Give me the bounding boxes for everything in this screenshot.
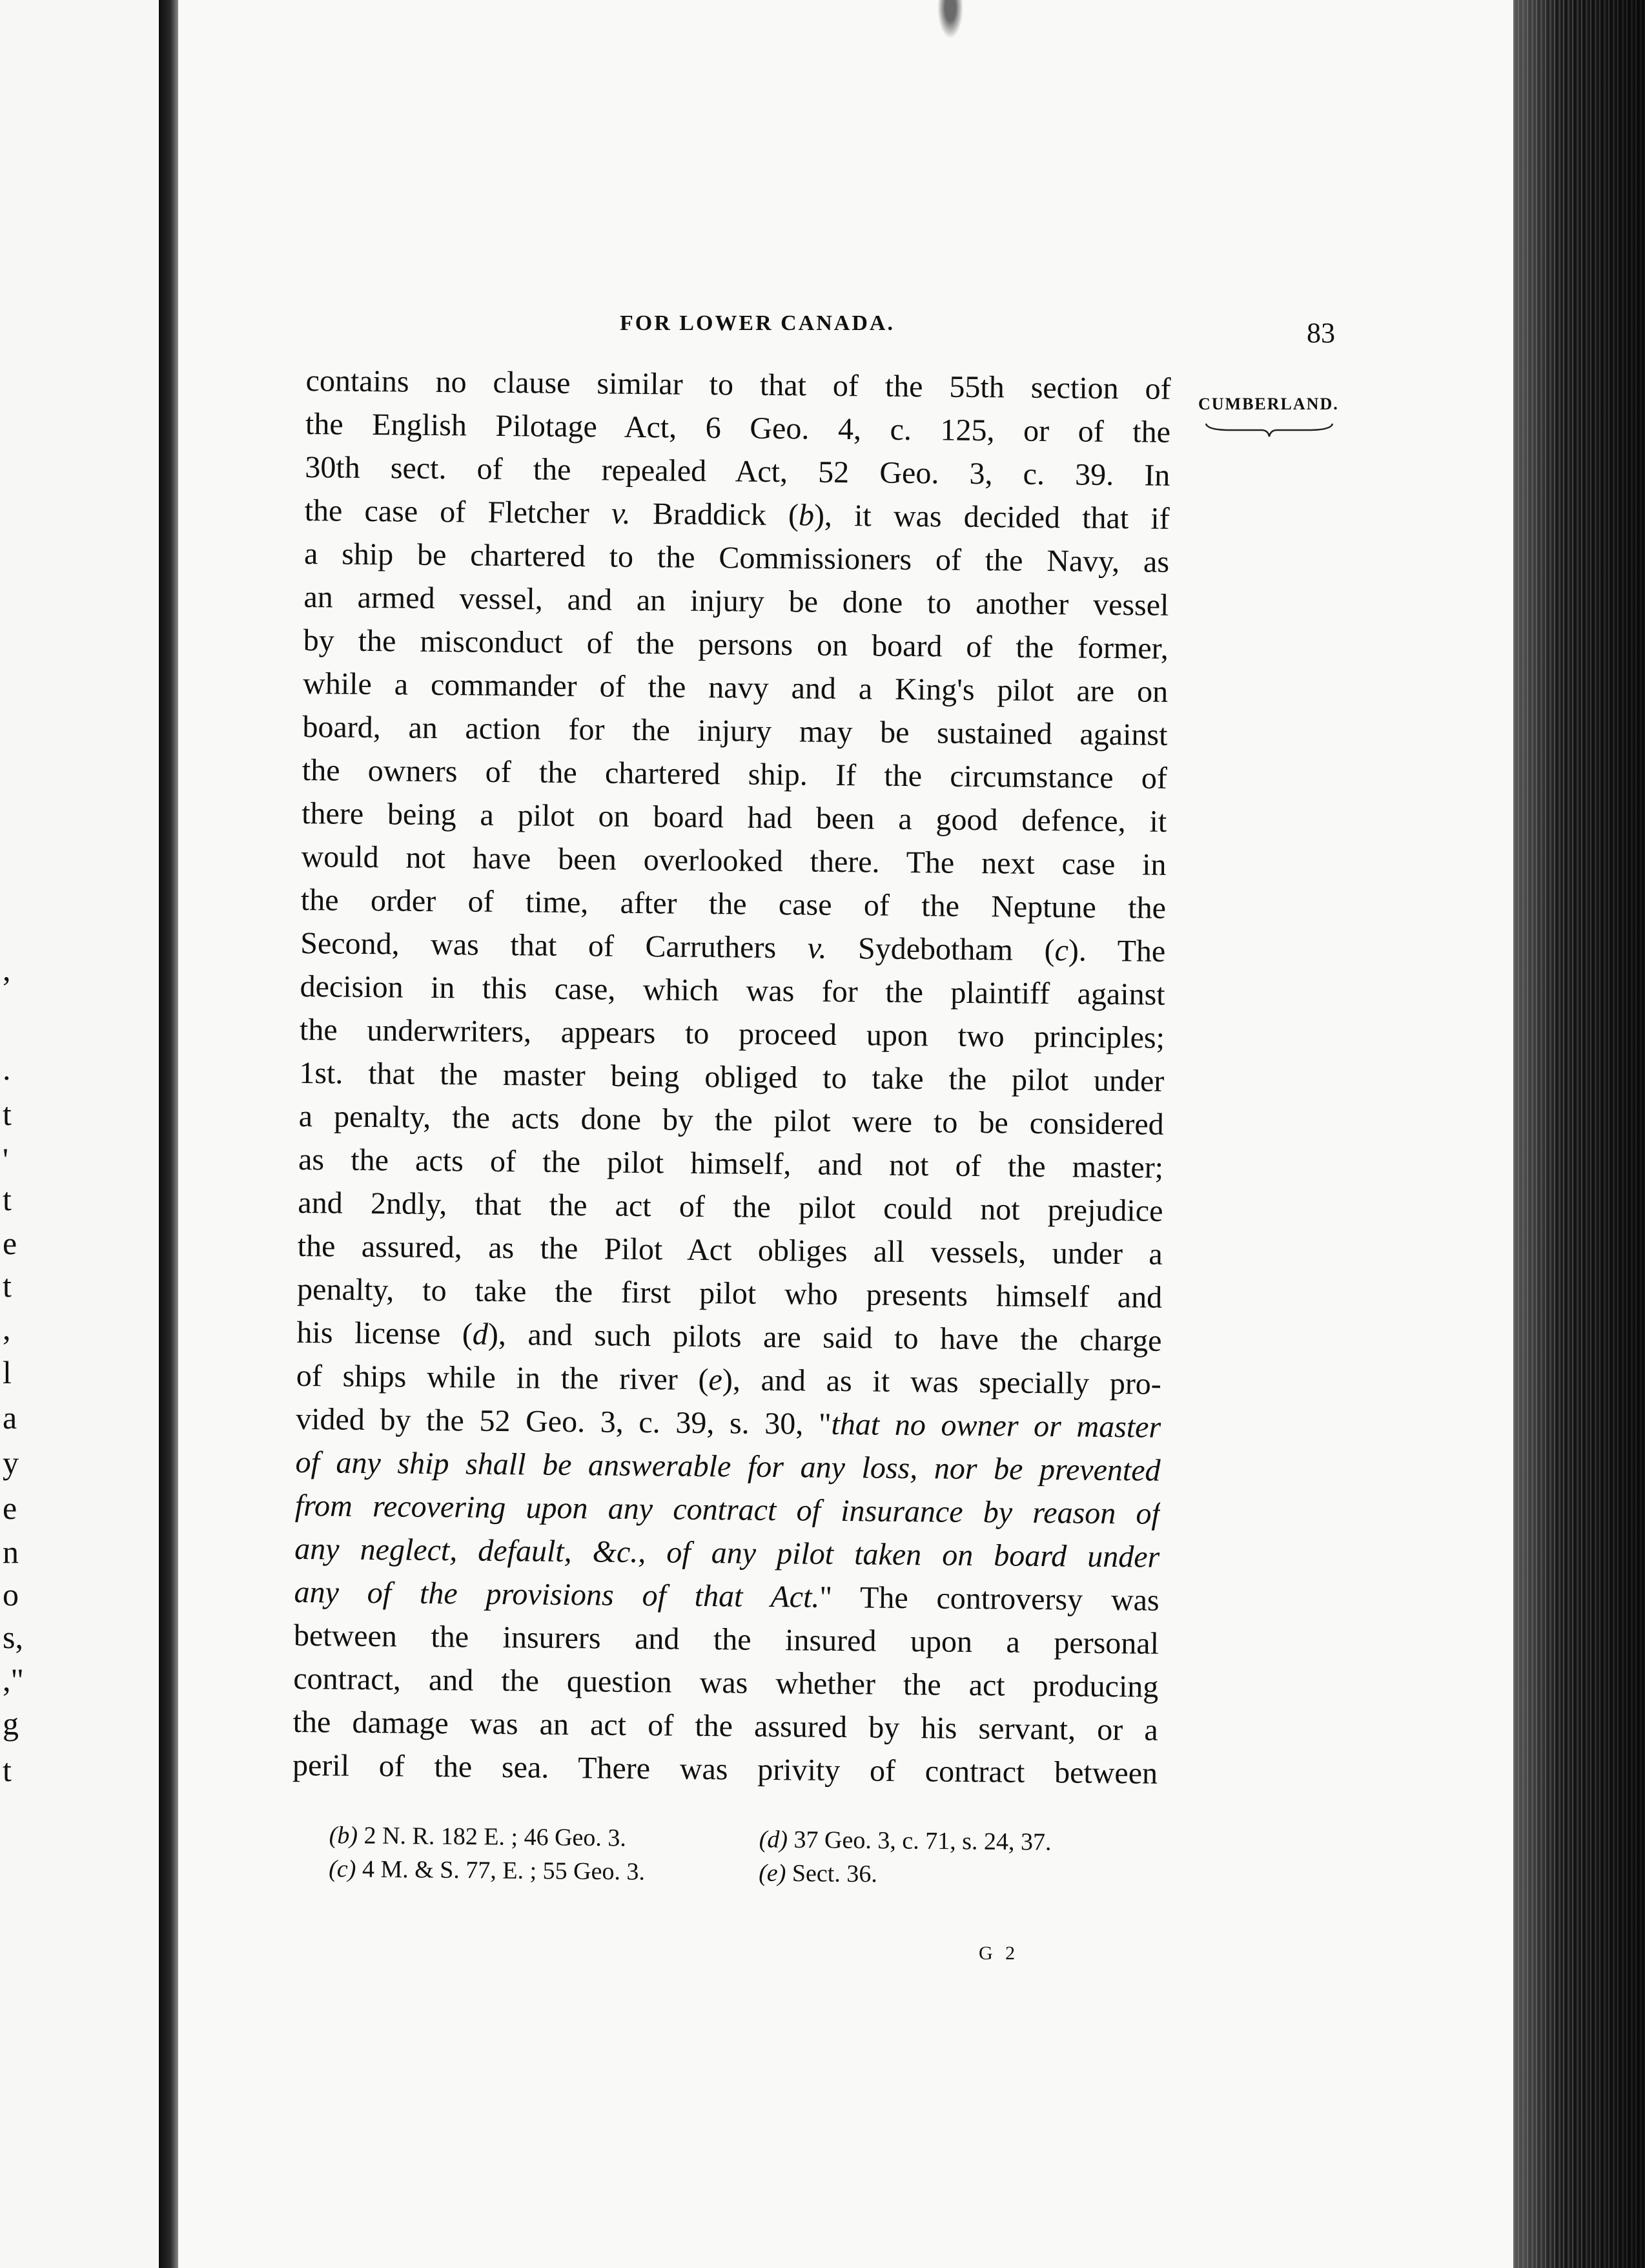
body-line xyxy=(300,1008,1165,1060)
body-text-run: ), it was decided that if xyxy=(813,498,1170,536)
left-page-edge xyxy=(0,0,159,2268)
body-line xyxy=(301,835,1167,887)
italic-text: any of the provisions of that Act. xyxy=(294,1574,820,1614)
body-text-run: ), and such pilots are said to have the charge xyxy=(487,1317,1162,1358)
footnote xyxy=(329,1852,645,1889)
footnote-mark: (d) xyxy=(759,1826,788,1853)
footnote xyxy=(759,1856,1051,1892)
body-line xyxy=(305,359,1171,411)
body-text-run: and 2ndly, that the act of the pilot could not prejudice xyxy=(298,1185,1163,1228)
body-text-run: 30th sect. of the repealed Act, 52 Geo. 3, c. 39. In xyxy=(305,449,1170,493)
body-line xyxy=(295,1484,1161,1536)
body-text-run: there being a pilot on board had been a good defence, it xyxy=(301,796,1167,839)
left-page-fragment: t xyxy=(3,1752,12,1788)
page-edge-shading xyxy=(1513,0,1645,2268)
body-text-run: the English Pilotage Act, 6 Geo. 4, c. 125, or of the xyxy=(305,406,1171,449)
body-text-run: contains no clause similar to that of the 55th section of xyxy=(305,363,1171,406)
body-line xyxy=(303,662,1169,714)
body-line xyxy=(303,575,1169,627)
body-text-run: ). The xyxy=(1068,933,1166,969)
body-line xyxy=(295,1441,1161,1492)
body-line xyxy=(298,1095,1164,1146)
italic-text: d xyxy=(472,1317,489,1352)
footnote-text: Sect. 36. xyxy=(786,1859,878,1888)
body-line xyxy=(296,1397,1161,1449)
body-text-run: a ship be chartered to the Commissioners of the Navy, as xyxy=(303,536,1170,579)
left-page-fragment: o xyxy=(3,1576,19,1613)
italic-text: e xyxy=(708,1363,723,1397)
body-text-run: 1st. that the master being obliged to take the pilot under xyxy=(299,1055,1165,1098)
scan-speck xyxy=(937,0,963,39)
left-page-fragment: . xyxy=(3,1051,11,1087)
body-text-run: the order of time, after the case of the Neptune the xyxy=(300,882,1167,925)
body-line xyxy=(292,1700,1158,1752)
left-page-fragment: , xyxy=(3,1310,11,1346)
italic-text: from recovering upon any contract of insurance by reason of xyxy=(294,1488,1161,1531)
footnote-mark: (c) xyxy=(329,1855,356,1883)
body-text-run: Sydebotham ( xyxy=(826,931,1055,968)
body-line xyxy=(294,1614,1160,1665)
body-text-run: contract, and the question was whether the act producing xyxy=(293,1661,1159,1704)
left-page-fragment: ," xyxy=(3,1662,24,1698)
body-line xyxy=(302,748,1168,800)
body-line xyxy=(303,619,1169,670)
body-text-run: board, an action for the injury may be sustained against xyxy=(302,709,1168,752)
body-line xyxy=(296,1311,1162,1363)
footnote-text: 2 N. R. 182 E. ; 46 Geo. 3. xyxy=(357,1822,627,1852)
body-text-run: the owners of the chartered ship. If the circumstance of xyxy=(301,752,1168,796)
italic-text: v. xyxy=(611,496,631,531)
left-page-fragment: s, xyxy=(3,1619,23,1655)
body-text xyxy=(292,359,1171,1795)
body-text-run: the underwriters, appears to proceed upon two principles; xyxy=(299,1012,1165,1055)
body-line xyxy=(305,446,1170,497)
body-line xyxy=(294,1527,1160,1579)
footnote-mark: (b) xyxy=(329,1821,358,1850)
body-line xyxy=(292,1744,1158,1795)
running-head: FOR LOWER CANADA. xyxy=(620,311,895,335)
footnotes-right-column xyxy=(759,1822,1052,1892)
signature-mark: G 2 xyxy=(979,1943,1019,1964)
body-text-run: ), and as it was specially pro- xyxy=(722,1363,1162,1401)
page-number: 83 xyxy=(1307,317,1335,349)
left-page-fragment: e xyxy=(3,1490,17,1526)
left-page-fragment: y xyxy=(3,1445,19,1481)
body-text-run: would not have been overlooked there. The next case in xyxy=(301,839,1167,882)
body-line xyxy=(297,1268,1163,1319)
margin-note: CUMBERLAND. xyxy=(1198,395,1339,413)
body-text-run: Braddick ( xyxy=(630,496,799,533)
left-page-fragment: t xyxy=(3,1181,12,1217)
body-text-run: an armed vessel, and an injury be done to another vessel xyxy=(303,579,1169,623)
body-text-run: by the misconduct of the persons on board of the former, xyxy=(303,623,1169,666)
left-page-fragment: l xyxy=(3,1354,12,1390)
body-text-run: " The controversy was xyxy=(819,1580,1160,1618)
body-text-run: as the acts of the pilot himself, and not of the master; xyxy=(298,1142,1164,1185)
footnote-text: 4 M. & S. 77, E. ; 55 Geo. 3. xyxy=(356,1855,646,1886)
footnote xyxy=(329,1819,646,1855)
body-line xyxy=(304,532,1170,584)
body-line xyxy=(299,1051,1165,1103)
body-text-run: decision in this case, which was for the plaintiff against xyxy=(300,969,1165,1012)
italic-text: that no owner or master xyxy=(831,1407,1161,1445)
body-line xyxy=(298,1138,1164,1190)
body-text-run: the assured, as the Pilot Act obliges all vessels, under a xyxy=(297,1228,1163,1272)
body-text-run: a penalty, the acts done by the pilot were to be considered xyxy=(298,1098,1164,1142)
body-line xyxy=(294,1571,1160,1622)
left-page-fragment: , xyxy=(3,951,11,987)
italic-text: any neglect, default, &c., of any pilot taken on board under xyxy=(294,1531,1160,1574)
left-page-fragment: a xyxy=(3,1399,17,1436)
left-page-fragment: n xyxy=(3,1534,19,1570)
margin-note-brace xyxy=(1205,421,1334,438)
body-line xyxy=(293,1657,1159,1709)
body-text-run: the case of Fletcher xyxy=(304,493,612,531)
body-line xyxy=(297,1224,1163,1276)
body-line xyxy=(304,489,1170,541)
body-text-run: peril of the sea. There was privity of contract between xyxy=(292,1747,1158,1791)
body-line xyxy=(301,792,1167,843)
footnotes-left-column xyxy=(329,1819,646,1889)
left-page-fragment: g xyxy=(3,1706,19,1742)
body-line xyxy=(302,705,1168,757)
body-line xyxy=(300,922,1166,973)
body-text-run: between the insurers and the insured upon a personal xyxy=(293,1618,1160,1661)
italic-text: of any ship shall be answerable for any loss, nor be prevented xyxy=(295,1445,1161,1488)
body-text-run: the damage was an act of the assured by his servant, or a xyxy=(292,1704,1158,1747)
left-page-fragment: e xyxy=(3,1225,17,1261)
body-text-run: vided by the 52 Geo. 3, c. 39, s. 30, " xyxy=(295,1401,832,1441)
italic-text: c xyxy=(1054,933,1069,968)
footnote xyxy=(759,1822,1051,1859)
body-line xyxy=(301,878,1167,930)
body-text-run: while a commander of the navy and a King's pilot are on xyxy=(302,666,1169,709)
footnote-mark: (e) xyxy=(759,1859,786,1887)
italic-text: v. xyxy=(807,931,827,965)
body-line xyxy=(305,402,1171,454)
body-text-run: penalty, to take the first pilot who presents himself and xyxy=(296,1272,1163,1315)
body-text-run: Second, was that of Carruthers xyxy=(300,925,808,965)
italic-text: b xyxy=(798,498,815,533)
left-page-fragment: t xyxy=(3,1096,12,1132)
body-line xyxy=(298,1181,1163,1233)
body-text-run: his license ( xyxy=(296,1315,473,1352)
footnote-text: 37 Geo. 3, c. 71, s. 24, 37. xyxy=(787,1826,1052,1856)
left-page-fragment: ' xyxy=(3,1141,9,1177)
body-line xyxy=(300,965,1165,1016)
body-line xyxy=(296,1354,1162,1406)
gutter-shadow xyxy=(159,0,178,2268)
left-page-fragment: t xyxy=(3,1268,12,1304)
body-text-run: of ships while in the river ( xyxy=(296,1358,709,1397)
